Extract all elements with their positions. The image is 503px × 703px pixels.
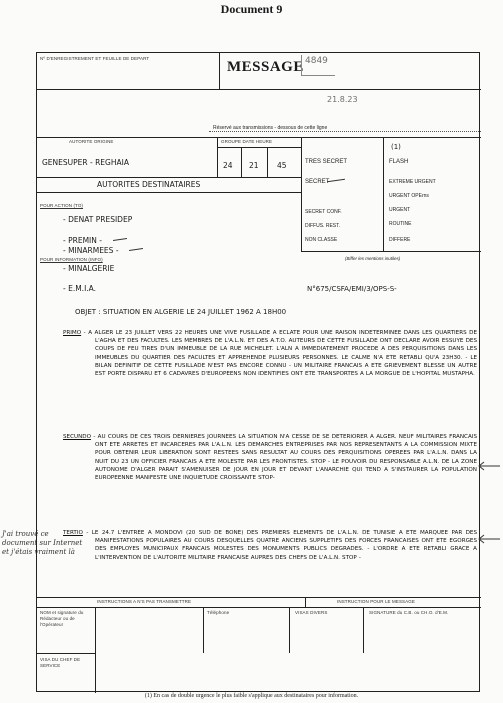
arrow-left-icon	[476, 533, 502, 545]
message-form	[36, 52, 480, 692]
action-item-2: - PREMIN -	[63, 236, 102, 245]
action-label: POUR ACTION (TO)	[40, 203, 84, 208]
urgency-urgent: URGENT	[389, 207, 411, 213]
margin-note-line-1: J'ai trouvé ce	[2, 530, 49, 538]
visas-label: VISAS DIVERS	[295, 610, 328, 615]
urgency-extreme: EXTREME URGENT	[389, 179, 436, 185]
group-date-label: GROUPE DATE HEURE	[221, 139, 273, 144]
header-left-label: Nº D'ENREGISTREMENT ET FEUILLE DE DEPART	[40, 56, 150, 61]
info-item-1: - MINALGERIE	[63, 264, 115, 273]
urgency-routine: ROUTINE	[389, 221, 412, 227]
arrow-left-icon	[476, 460, 502, 472]
telephone-label: Téléphone	[207, 610, 230, 615]
action-item-3: - MINARMEES -	[63, 246, 119, 255]
authority-origin-label: AUTORITE ORIGINE	[69, 139, 114, 144]
urgency-differe: DIFFERE	[389, 237, 411, 243]
urgency-note: (Biffer les mentions inutiles)	[345, 256, 401, 261]
paren-one: (1)	[391, 143, 401, 151]
class-diffusion: DIFFUS. REST.	[305, 223, 341, 229]
destinataires-title: AUTORITES DESTINATAIRES	[97, 180, 201, 189]
info-label: POUR INFORMATION (INFO)	[40, 257, 103, 262]
reference-number: N°675/CSFA/EMI/3/OPS-S-	[307, 285, 397, 293]
class-top-secret: TRES SECRET	[305, 159, 348, 165]
instr-bureau: INSTRUCTION POUR LE MESSAGE	[337, 599, 415, 604]
secundo-text: - AU COURS DE CES TROIS DERNIERES JOURNEES LA SITUATION N'A CESSE DE SE DETERIORER A ALGER. NEUF MILITAIRES FRANCAIS ONT ETE ARRETES ET INCARCERES PAR L'A.L.N. LES DEMARCHES ENTREPRISES PAR NOS REPRESENTANTS A LA COMMISSION MIXTE POUR OBTENIR LEUR LIBERATION SONT RESTEES SANS RESULTAT AU COURS DES PERQUISITIONS OPEREES PAR L'A.L.N. DANS LA NUIT DU 23 UN OFFICIER FRANCAIS A ETE MOLESTE PAR LES FRONTISTES. STOP - LE POUVOIR DU RESPONSABLE A.L.N. DE LA ZONE AUTONOME D'ALGER PARAIT S'AMENUISER DE JOUR EN JOUR ET DEVANT L'ANARCHIE QUI TEND A S'INSTAURER LA POPULATION EUROPEENNE MANIFESTE UNE INQUIETUDE CROISSANTE STOP-	[93, 434, 477, 482]
objet-line: OBJET : SITUATION EN ALGERIE LE 24 JUILLET 1962 A 18H00	[75, 308, 287, 316]
action-item-1: - DENAT PRESIDEP	[63, 215, 133, 224]
signature-label: SIGNATURE du C.B. ou CH.O. d'E.M.	[369, 610, 449, 615]
margin-note-line-2: document sur Internet	[2, 539, 83, 547]
margin-note-line-3: et j'étais vraiment là	[2, 548, 75, 556]
class-secret-conf: SECRET CONF.	[305, 209, 342, 215]
primo-text: - A ALGER LE 23 JUILLET VERS 22 HEURES UNE VIVE FUSILLADE A ECLATE POUR UNE RAISON INDETERMINEE DANS LES QUARTIERS DE L'AGHA ET DES FACULTES. LES MEMBRES DE L'A.L.N. ET DES A.T.O. AUTEURS DE CETTE FUSILLADE ONT DECLARE AVOIR ESSUYE DES COUPS DE FEU TIRES D'UN IMMEUBLE DE LA RUE MICHELET. L'ALN A IMMEDIATEMENT PROCEDE A DES PERQUISITIONS DANS LES IMMEUBLES DU QUARTIER DES FACULTES ET APPREHENDE PLUSIEURS PERSONNES. LE CALME N'A ETE RETABLI QU'A 23H30. - LE BILAN DEFINITIF DE CETTE FUSILLADE N'EST PAS ENCORE CONNU - UN MILITAIRE FRANCAIS A ETE GRIEVEMENT BLESSE UN AUTRE EST PORTE DISPARU ET 6 CADAVRES D'EUROPEENS NON IDENTIFIES ONT ETE TRANSPORTES A LA MORGUE DE L'HOPITAL MUSTAPHA.	[83, 330, 478, 378]
nom-label: NOM et signature du Rédacteur ou de l'Opérateur	[40, 610, 84, 627]
message-number: 4849	[305, 56, 328, 66]
origin-authority: GENESUPER - REGHAIA	[42, 158, 129, 167]
instr-transmitter: INSTRUCTIONS A N'S PAS TRANSMETTRE	[97, 599, 192, 604]
urgency-ops: URGENT OPErns	[389, 193, 429, 199]
document-title: Document 9	[220, 2, 283, 16]
dtg-minute: 45	[277, 161, 287, 170]
primo-label: PRIMO	[63, 330, 82, 336]
class-secret: SECRET	[305, 179, 330, 185]
date-stamp: 21.8.23	[327, 95, 358, 104]
paragraph-primo	[63, 329, 478, 378]
dtg-hour: 21	[249, 161, 259, 170]
secundo-label: SECUNDO	[63, 434, 91, 440]
message-label: MESSAGE	[227, 59, 304, 75]
urgency-flash: FLASH	[389, 159, 409, 165]
visa-chef-label: VISA DU CHEF DE SERVICE	[40, 657, 81, 668]
info-item-2: - E.M.I.A.	[63, 284, 97, 293]
paragraph-tertio	[63, 529, 478, 562]
reserved-note: Réservé aux transmissions - dessous de cette ligne	[213, 125, 328, 131]
footnote: (1) En cas de double urgence le plus faible s'applique aux destinataires pour information.	[144, 693, 359, 699]
paragraph-secundo	[63, 433, 477, 482]
tertio-text: - LE 24.7 L'ENTREE A MONDOVI (20 SUD DE BONE) DES PREMIERS ELEMENTS DE L'A.L.N. DE TUNISIE A ETE MARQUEE PAR DES MANIFESTATIONS POPULAIRES AU COURS DESQUELLES QUATRE ANCIENS SUPPLETIFS DES FORCES FRANCAISES ONT ETE EGORGES DES EMPLOYES MUNICIPAUX FRANCAIS MOLESTES DES MONUMENTS PUBLICS DEGRADES. - L'ORDRE A ETE RETABLI GRACE A L'INTERVENTION DE L'AUTORITE MILITAIRE FRANCAISE AUPRES DES CHEFS DE L'A.L.N. STOP -	[86, 530, 478, 561]
tertio-label: TERTIO	[63, 530, 83, 536]
dtg-day: 24	[223, 161, 233, 170]
class-non-classe: NON CLASSE	[305, 237, 338, 243]
